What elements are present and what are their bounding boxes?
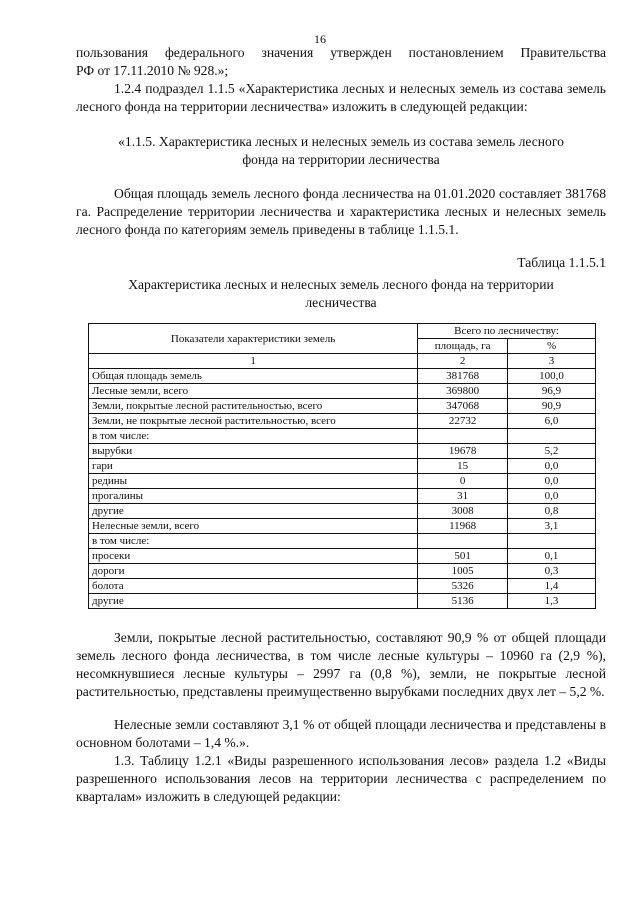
row-percent: 0,8 [508, 504, 596, 519]
table-row [89, 564, 596, 579]
row-percent: 100,0 [508, 369, 596, 384]
row-label: дороги [89, 564, 418, 579]
paragraph-nonforest-lands: Нелесные земли составляют 3,1 % от общей площади лесничества и представлены в основном болотами – 1,4 %.». [76, 717, 606, 750]
row-area: 501 [418, 549, 508, 564]
row-area [418, 429, 508, 444]
row-label: Земли, покрытые лесной растительностью, всего [89, 399, 418, 414]
section-title-line2: фонда на территории лесничества [242, 152, 440, 167]
table-row [89, 429, 596, 444]
table-caption-line1: Характеристика лесных и нелесных земель лесного фонда на территории [128, 277, 554, 292]
header-indicator: Показатели характеристики земель [89, 324, 418, 354]
table-row [89, 369, 596, 384]
table-row [89, 579, 596, 594]
row-label: Лесные земли, всего [89, 384, 418, 399]
header-area: площадь, га [418, 339, 508, 354]
row-area: 5136 [418, 594, 508, 609]
table-row [89, 474, 596, 489]
row-area: 3008 [418, 504, 508, 519]
col-num: 1 [89, 354, 418, 369]
table-row [89, 549, 596, 564]
row-area: 0 [418, 474, 508, 489]
row-percent: 0,3 [508, 564, 596, 579]
row-area [418, 534, 508, 549]
section-title-line1: «1.1.5. Характеристика лесных и нелесных земель из состава земель лесного [118, 134, 564, 149]
row-area: 369800 [418, 384, 508, 399]
row-label: вырубки [89, 444, 418, 459]
row-percent: 1,3 [508, 594, 596, 609]
header-percent: % [508, 339, 596, 354]
paragraph-1-2-4: 1.2.4 подраздел 1.1.5 «Характеристика лесных и нелесных земель из состава земель лесного фонда на территории лесничества» изложить в следующей редакции: [76, 81, 606, 114]
row-percent: 3,1 [508, 519, 596, 534]
row-percent: 0,1 [508, 549, 596, 564]
header-total: Всего по лесничеству: [418, 324, 596, 339]
row-percent: 1,4 [508, 579, 596, 594]
paragraph-covered-lands: Земли, покрытые лесной растительностью, составляют 90,9 % от общей площади земель лесного фонда лесничества, в том числе лесные культуры – 10960 га (2,9 %), несомкнувшиеся лесные культуры – 2997 га (0,8 %), земли, не покрытые лесной растительностью, представлены преимущественно вырубками последних двух лет – 5,2 %. [76, 630, 606, 699]
row-label: редины [89, 474, 418, 489]
table-row [89, 399, 596, 414]
table-row [89, 459, 596, 474]
row-label: Нелесные земли, всего [89, 519, 418, 534]
row-percent: 0,0 [508, 459, 596, 474]
row-percent: 0,0 [508, 489, 596, 504]
table-label: Таблица 1.1.5.1 [517, 255, 606, 270]
row-area: 31 [418, 489, 508, 504]
table-row [89, 534, 596, 549]
paragraph-continuation-line2: РФ от 17.11.2010 № 928.»; [76, 63, 229, 78]
row-label: в том числе: [89, 429, 418, 444]
row-label: Общая площадь земель [89, 369, 418, 384]
row-percent [508, 534, 596, 549]
col-num: 3 [508, 354, 596, 369]
table-row [89, 489, 596, 504]
paragraph-1-3: 1.3. Таблицу 1.2.1 «Виды разрешенного использования лесов» раздела 1.2 «Виды разрешенного использования лесов на территории лесничества с распределением по кварталам» изложить в следующей редакции: [76, 753, 606, 804]
column-number-row [89, 354, 596, 369]
row-area: 5326 [418, 579, 508, 594]
row-label: в том числе: [89, 534, 418, 549]
table-row [89, 414, 596, 429]
table-row [89, 594, 596, 609]
row-percent: 90,9 [508, 399, 596, 414]
land-characteristics-table [88, 323, 596, 609]
row-percent [508, 429, 596, 444]
table-row [89, 504, 596, 519]
row-percent: 0,0 [508, 474, 596, 489]
table-row [89, 519, 596, 534]
row-label: Земли, не покрытые лесной растительностью, всего [89, 414, 418, 429]
row-area: 22732 [418, 414, 508, 429]
paragraph-total-area: Общая площадь земель лесного фонда лесничества на 01.01.2020 составляет 381768 га. Распределение территории лесничества и характеристика лесных и нелесных земель лесного фонда по категориям земель приведены в таблице 1.1.5.1. [76, 186, 606, 237]
row-percent: 5,2 [508, 444, 596, 459]
row-area: 1005 [418, 564, 508, 579]
row-area: 381768 [418, 369, 508, 384]
paragraph-continuation-line1: пользования федерального значения утвержден постановлением Правительства [76, 45, 606, 60]
row-area: 347068 [418, 399, 508, 414]
row-label: другие [89, 594, 418, 609]
row-label: болота [89, 579, 418, 594]
table-row [89, 444, 596, 459]
row-area: 11968 [418, 519, 508, 534]
row-percent: 96,9 [508, 384, 596, 399]
col-num: 2 [418, 354, 508, 369]
row-percent: 6,0 [508, 414, 596, 429]
page-number: 16 [314, 32, 326, 46]
row-label: прогалины [89, 489, 418, 504]
table-row [89, 384, 596, 399]
table-caption-line2: лесничества [305, 295, 377, 310]
row-label: другие [89, 504, 418, 519]
row-label: просеки [89, 549, 418, 564]
row-label: гари [89, 459, 418, 474]
row-area: 19678 [418, 444, 508, 459]
row-area: 15 [418, 459, 508, 474]
